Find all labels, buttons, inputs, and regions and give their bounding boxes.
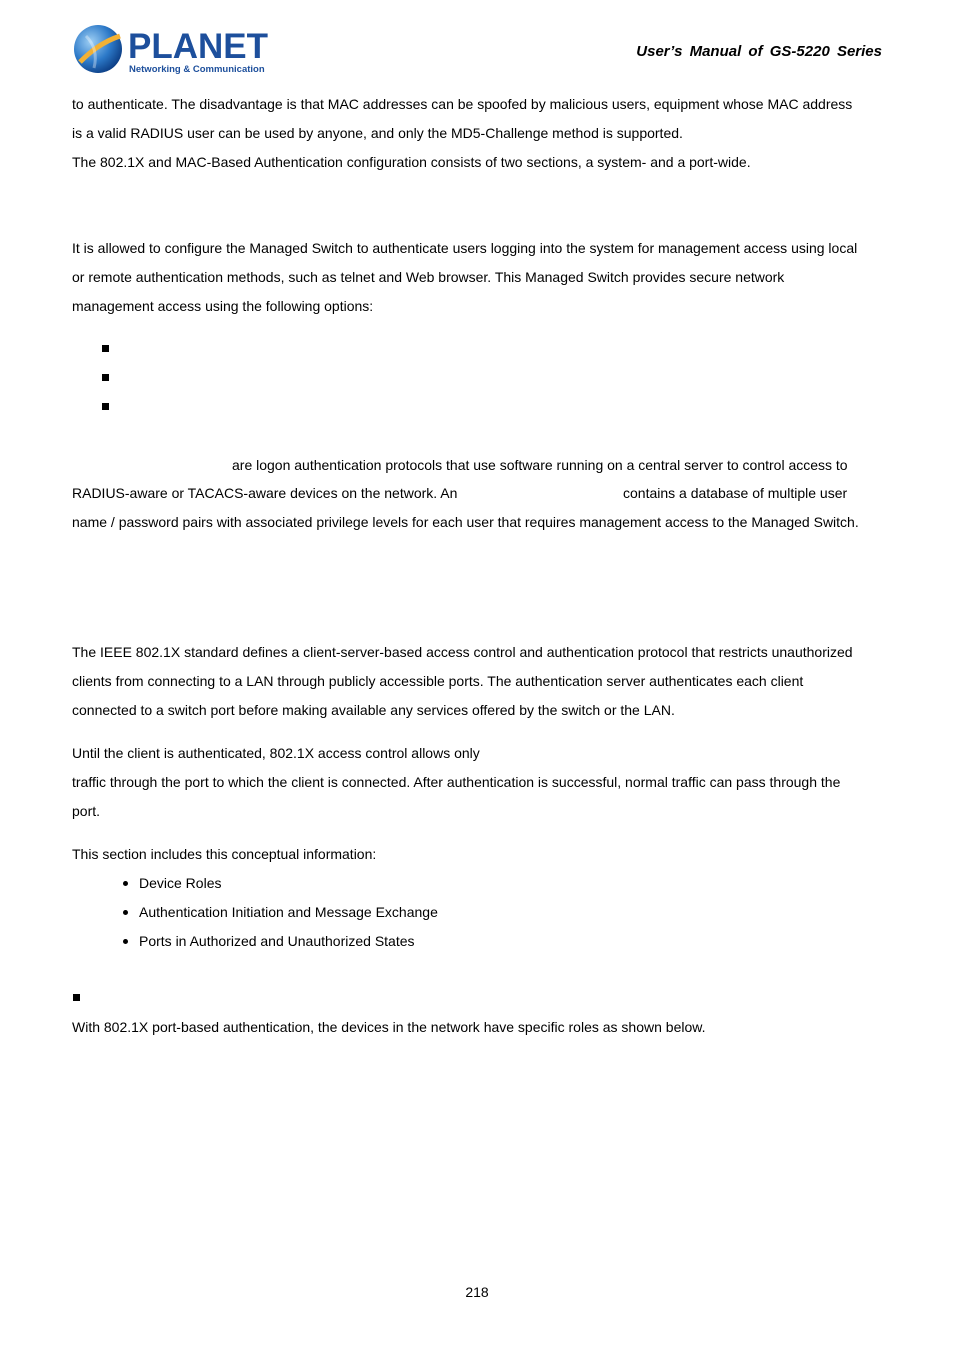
paragraph-line: The 802.1X and MAC-Based Authentication configuration consists of two sections, a system- and a port-wide. (72, 154, 751, 170)
square-bullet-icon (102, 345, 109, 352)
paragraph-line: clients from connecting to a LAN through publicly accessible ports. The authentication server authenticates each client (72, 673, 804, 689)
square-bullet-icon (73, 994, 80, 1001)
paragraph-line: The IEEE 802.1X standard defines a client-server-based access control and authentication protocol that restricts unauthorized (72, 644, 853, 660)
manual-title: User’s Manual of GS-5220 Series (636, 43, 882, 60)
square-bullet-icon (102, 403, 109, 410)
paragraph-line: is a valid RADIUS user can be used by anyone, and only the MD5-Challenge method is supported. (72, 125, 683, 141)
paragraph-line: Until the client is authenticated, 802.1X access control allows only (72, 745, 480, 761)
paragraph-line: contains a database of multiple user (623, 485, 848, 501)
bullet-dot-icon (123, 939, 128, 944)
list-item: Ports in Authorized and Unauthorized States (139, 933, 415, 949)
paragraph-line: RADIUS-aware or TACACS-aware devices on the network. An (72, 485, 458, 501)
paragraph-line: are logon authentication protocols that use software running on a central server to control access to (232, 457, 848, 473)
paragraph-line: With 802.1X port-based authentication, the devices in the network have specific roles as shown below. (72, 1019, 706, 1035)
paragraph-line: This section includes this conceptual information: (72, 846, 377, 862)
list-item: Authentication Initiation and Message Exchange (139, 904, 438, 920)
paragraph-line: It is allowed to configure the Managed Switch to authenticate users logging into the system for management access using local (72, 240, 858, 256)
list-item: Device Roles (139, 875, 222, 891)
paragraph-line: connected to a switch port before making available any services offered by the switch or the LAN. (72, 702, 675, 718)
paragraph-line: or remote authentication methods, such as telnet and Web browser. This Managed Switch provides secure network (72, 269, 785, 285)
paragraph-line: name / password pairs with associated privilege levels for each user that requires management access to the Managed Switch. (72, 514, 859, 530)
square-bullet-icon (102, 374, 109, 381)
paragraph-line: management access using the following options: (72, 298, 374, 314)
planet-logo (72, 22, 268, 78)
svg-text:Networking & Communication: Networking & Communication (129, 64, 265, 75)
svg-text:PLANET: PLANET (128, 27, 268, 66)
paragraph-line: traffic through the port to which the client is connected. After authentication is successful, normal traffic can pass through the (72, 774, 841, 790)
paragraph-line: port. (72, 803, 101, 819)
page-number: 218 (465, 1284, 489, 1300)
bullet-dot-icon (123, 881, 128, 886)
bullet-dot-icon (123, 910, 128, 915)
paragraph-line: to authenticate. The disadvantage is that MAC addresses can be spoofed by malicious users, equipment whose MAC address (72, 96, 853, 112)
